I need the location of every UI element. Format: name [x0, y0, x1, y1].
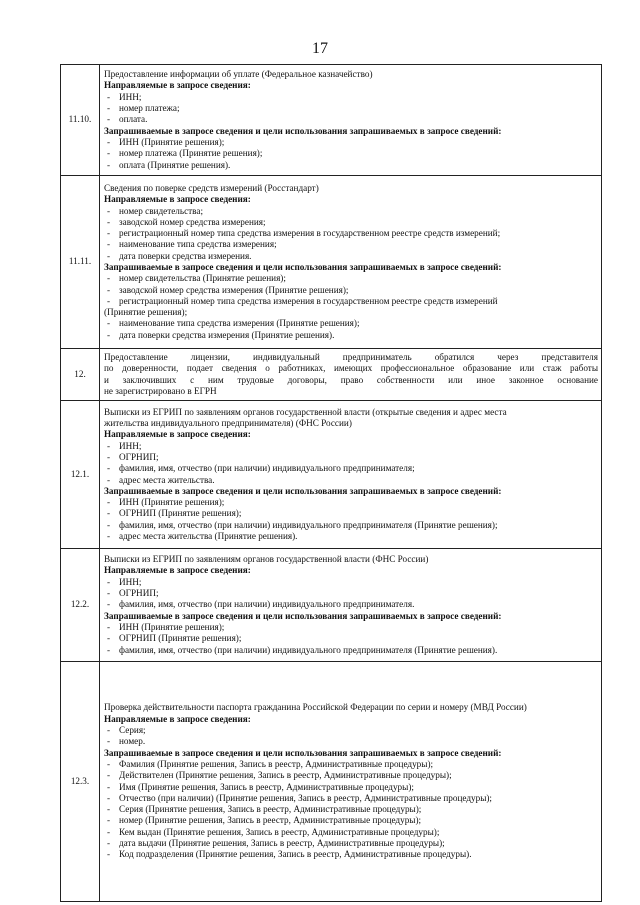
list-item-text: фамилия, имя, отчество (при наличии) индивидуального предпринимателя. — [119, 599, 415, 610]
list-item-text: Имя (Принятие решения, Запись в реестр, Административные процедуры); — [119, 781, 414, 792]
list-item — [104, 251, 598, 262]
list-dash: - — [107, 295, 111, 306]
list-item — [104, 508, 598, 519]
list-item — [104, 838, 598, 849]
list-item-text: дата поверки средства измерения (Принятие решения). — [119, 329, 335, 340]
list-item — [104, 285, 598, 296]
list-item — [104, 228, 598, 239]
list-item-text: ИНН; — [119, 440, 142, 451]
list-dash: - — [107, 804, 111, 815]
list-item — [104, 736, 598, 747]
row-content-cell — [100, 349, 602, 401]
text-line: Проверка действительности паспорта гражданина Российской Федерации по серии и номеру (МВД России) — [104, 702, 527, 713]
list-item-text: Код подразделения (Принятие решения, Запись в реестр, Административные процедуры). — [119, 849, 472, 860]
list-dash: - — [107, 239, 111, 250]
text-line: Выписки из ЕГРИП по заявлениям органов государственной власти (открытые сведения и адрес места — [104, 406, 507, 417]
list-item-text: регистрационный номер типа средства измерения в государственном реестре средств измерений — [119, 295, 498, 306]
list-item — [104, 588, 598, 599]
table-row — [61, 65, 602, 176]
list-dash: - — [107, 216, 111, 227]
list-dash: - — [107, 474, 111, 485]
list-item-text: адрес места жительства. — [119, 474, 215, 485]
list-item-text: номер (Принятие решения, Запись в реестр, Административные процедуры); — [119, 815, 422, 826]
list-dash: - — [107, 644, 111, 655]
row-content-cell — [100, 662, 602, 902]
list-item — [104, 463, 598, 474]
row-number-cell: 11.10. — [61, 65, 100, 176]
paragraph-line: не зарегистрировано в ЕГРН — [104, 385, 217, 396]
list-item-text: номер. — [119, 736, 146, 747]
list-item — [104, 318, 598, 329]
list-item — [104, 452, 598, 463]
list-item — [104, 782, 598, 793]
table-row — [61, 549, 602, 662]
row-content-cell — [100, 65, 602, 176]
list-dash: - — [107, 792, 111, 803]
list-dash: - — [107, 815, 111, 826]
list-item — [104, 770, 598, 781]
list-item — [104, 577, 598, 588]
list-item-text: наименование типа средства измерения; — [119, 239, 277, 250]
list-dash: - — [107, 250, 111, 261]
list-dash: - — [107, 725, 111, 736]
list-dash: - — [107, 576, 111, 587]
list-dash: - — [107, 284, 111, 295]
list-item — [104, 759, 598, 770]
list-dash: - — [107, 530, 111, 541]
list-dash: - — [107, 826, 111, 837]
list-dash: - — [107, 148, 111, 159]
list-item — [104, 239, 598, 250]
list-dash: - — [107, 758, 111, 769]
paragraph — [104, 352, 598, 397]
list-dash: - — [107, 91, 111, 102]
section-heading: Направляемые в запросе сведения: — [104, 194, 251, 205]
list-dash: - — [107, 329, 111, 340]
list-item-text: ОГРНИП (Принятие решения); — [119, 508, 242, 519]
list-dash: - — [107, 508, 111, 519]
section-heading: Направляемые в запросе сведения: — [104, 713, 251, 724]
list-dash: - — [107, 599, 111, 610]
list-item — [104, 441, 598, 452]
list-item-text: дата поверки средства измерения. — [119, 250, 252, 261]
list-item-text: заводской номер средства измерения; — [119, 216, 266, 227]
list-dash: - — [107, 497, 111, 508]
list-item-text: наименование типа средства измерения (Принятие решения); — [119, 318, 360, 329]
list-item — [104, 793, 598, 804]
list-item — [104, 520, 598, 531]
table-row — [61, 662, 602, 902]
row-number-cell: 12.2. — [61, 549, 100, 662]
list-item-text: оплата (Принятие решения). — [119, 159, 231, 170]
list-item — [104, 827, 598, 838]
section-heading: Направляемые в запросе сведения: — [104, 80, 251, 91]
list-item-text: ОГРНИП; — [119, 451, 159, 462]
text-line: (Принятие решения); — [104, 307, 188, 318]
list-item — [104, 217, 598, 228]
list-item — [104, 206, 598, 217]
list-item — [104, 92, 598, 103]
list-item-text: Фамилия (Принятие решения, Запись в реестр, Административные процедуры); — [119, 758, 434, 769]
list-item — [104, 531, 598, 542]
list-item — [104, 103, 598, 114]
list-item-text: номер свидетельства (Принятие решения); — [119, 273, 286, 284]
list-item — [104, 296, 598, 307]
section-heading: Запрашиваемые в запросе сведения и цели использования запрашиваемых в запросе сведений: — [104, 262, 502, 272]
section-heading: Запрашиваемые в запросе сведения и цели использования запрашиваемых в запросе сведений: — [104, 485, 502, 496]
list-item-text: регистрационный номер типа средства измерения в государственном реестре средств измерений; — [119, 228, 501, 239]
list-dash: - — [107, 136, 111, 147]
list-item-text: ИНН (Принятие решения); — [119, 136, 225, 147]
text-line: жительства индивидуального предпринимателя) (ФНС России) — [104, 418, 352, 429]
text-line: Сведения по поверке средств измерений (Росстандарт) — [104, 182, 319, 193]
table-row — [61, 401, 602, 549]
list-item — [104, 725, 598, 736]
section-heading: Направляемые в запросе сведения: — [104, 565, 251, 576]
list-dash: - — [107, 519, 111, 530]
list-item-text: фамилия, имя, отчество (при наличии) индивидуального предпринимателя (Принятие решения). — [119, 644, 498, 655]
list-dash: - — [107, 588, 111, 599]
list-dash: - — [107, 159, 111, 170]
row-content-cell — [100, 176, 602, 349]
list-dash: - — [107, 451, 111, 462]
list-dash: - — [107, 633, 111, 644]
row-number-cell: 12.3. — [61, 662, 100, 902]
list-dash: - — [107, 621, 111, 632]
list-item-text: номер свидетельства; — [119, 205, 204, 216]
text-line: Выписки из ЕГРИП по заявлениям органов государственной власти (ФНС России) — [104, 554, 429, 565]
paragraph-line: по доверенности, подает сведения о работниках, имеющих профессиональное образование или стаж работы — [104, 363, 598, 374]
list-item — [104, 137, 598, 148]
list-item-text: оплата. — [119, 114, 148, 125]
row-content-cell — [100, 401, 602, 549]
list-dash: - — [107, 318, 111, 329]
list-dash: - — [107, 273, 111, 284]
list-dash: - — [107, 463, 111, 474]
paragraph-line: и заключивших с ним трудовые договоры, право собственности или иное законное основание — [104, 374, 598, 385]
row-number-cell: 12. — [61, 349, 100, 401]
list-dash: - — [107, 440, 111, 451]
list-item-text: Серия (Принятие решения, Запись в реестр, Административные процедуры); — [119, 804, 422, 815]
list-item — [104, 815, 598, 826]
list-item-text: ОГРНИП; — [119, 588, 159, 599]
list-item-text: ИНН (Принятие решения); — [119, 621, 225, 632]
list-item — [104, 599, 598, 610]
section-heading: Направляемые в запросе сведения: — [104, 429, 251, 440]
list-item-text: фамилия, имя, отчество (при наличии) индивидуального предпринимателя (Принятие решения); — [119, 519, 498, 530]
row-content-cell — [100, 549, 602, 662]
list-item-text: ИНН (Принятие решения); — [119, 497, 225, 508]
list-item-text: дата выдачи (Принятие решения, Запись в реестр, Административные процедуры); — [119, 837, 445, 848]
list-dash: - — [107, 736, 111, 747]
section-heading: Запрашиваемые в запросе сведения и цели использования запрашиваемых в запросе сведений: — [104, 747, 502, 758]
list-item — [104, 645, 598, 656]
list-dash: - — [107, 205, 111, 216]
list-dash: - — [107, 114, 111, 125]
list-item — [104, 622, 598, 633]
table-row — [61, 349, 602, 401]
list-item-text: Отчество (при наличии) (Принятие решения, Запись в реестр, Административные процедуры); — [119, 792, 492, 803]
page-number: 17 — [312, 40, 328, 57]
list-item — [104, 475, 598, 486]
list-dash: - — [107, 103, 111, 114]
list-item-text: фамилия, имя, отчество (при наличии) индивидуального предпринимателя; — [119, 463, 415, 474]
list-item — [104, 330, 598, 341]
list-dash: - — [107, 228, 111, 239]
list-item — [104, 633, 598, 644]
list-item — [104, 160, 598, 171]
list-item-text: Серия; — [119, 725, 146, 736]
list-item-text: Действителен (Принятие решения, Запись в реестр, Административные процедуры); — [119, 770, 452, 781]
table-row — [61, 176, 602, 349]
list-item — [104, 497, 598, 508]
list-item-text: Кем выдан (Принятие решения, Запись в реестр, Административные процедуры); — [119, 826, 440, 837]
list-dash: - — [107, 849, 111, 860]
section-heading: Запрашиваемые в запросе сведения и цели использования запрашиваемых в запросе сведений: — [104, 125, 502, 136]
list-dash: - — [107, 837, 111, 848]
paragraph-line: Предоставление лицензии, индивидуальный предприниматель обратился через представителя — [104, 351, 598, 362]
row-number-cell: 12.1. — [61, 401, 100, 549]
list-item — [104, 804, 598, 815]
list-item — [104, 148, 598, 159]
requirements-table — [60, 64, 602, 902]
section-heading: Запрашиваемые в запросе сведения и цели использования запрашиваемых в запросе сведений: — [104, 610, 502, 621]
list-item-text: номер платежа; — [119, 103, 180, 114]
text-line: Предоставление информации об уплате (Федеральное казначейство) — [104, 69, 373, 80]
list-item — [104, 114, 598, 125]
list-item — [104, 273, 598, 284]
list-item — [104, 849, 598, 860]
list-item-text: ИНН; — [119, 576, 142, 587]
list-item-text: адрес места жительства (Принятие решения). — [119, 530, 298, 541]
list-dash: - — [107, 770, 111, 781]
row-number-cell: 11.11. — [61, 176, 100, 349]
list-item-text: заводской номер средства измерения (Принятие решения); — [119, 284, 349, 295]
list-dash: - — [107, 781, 111, 792]
list-item-text: номер платежа (Принятие решения); — [119, 148, 263, 159]
list-item-text: ОГРНИП (Принятие решения); — [119, 633, 242, 644]
list-item-text: ИНН; — [119, 91, 142, 102]
